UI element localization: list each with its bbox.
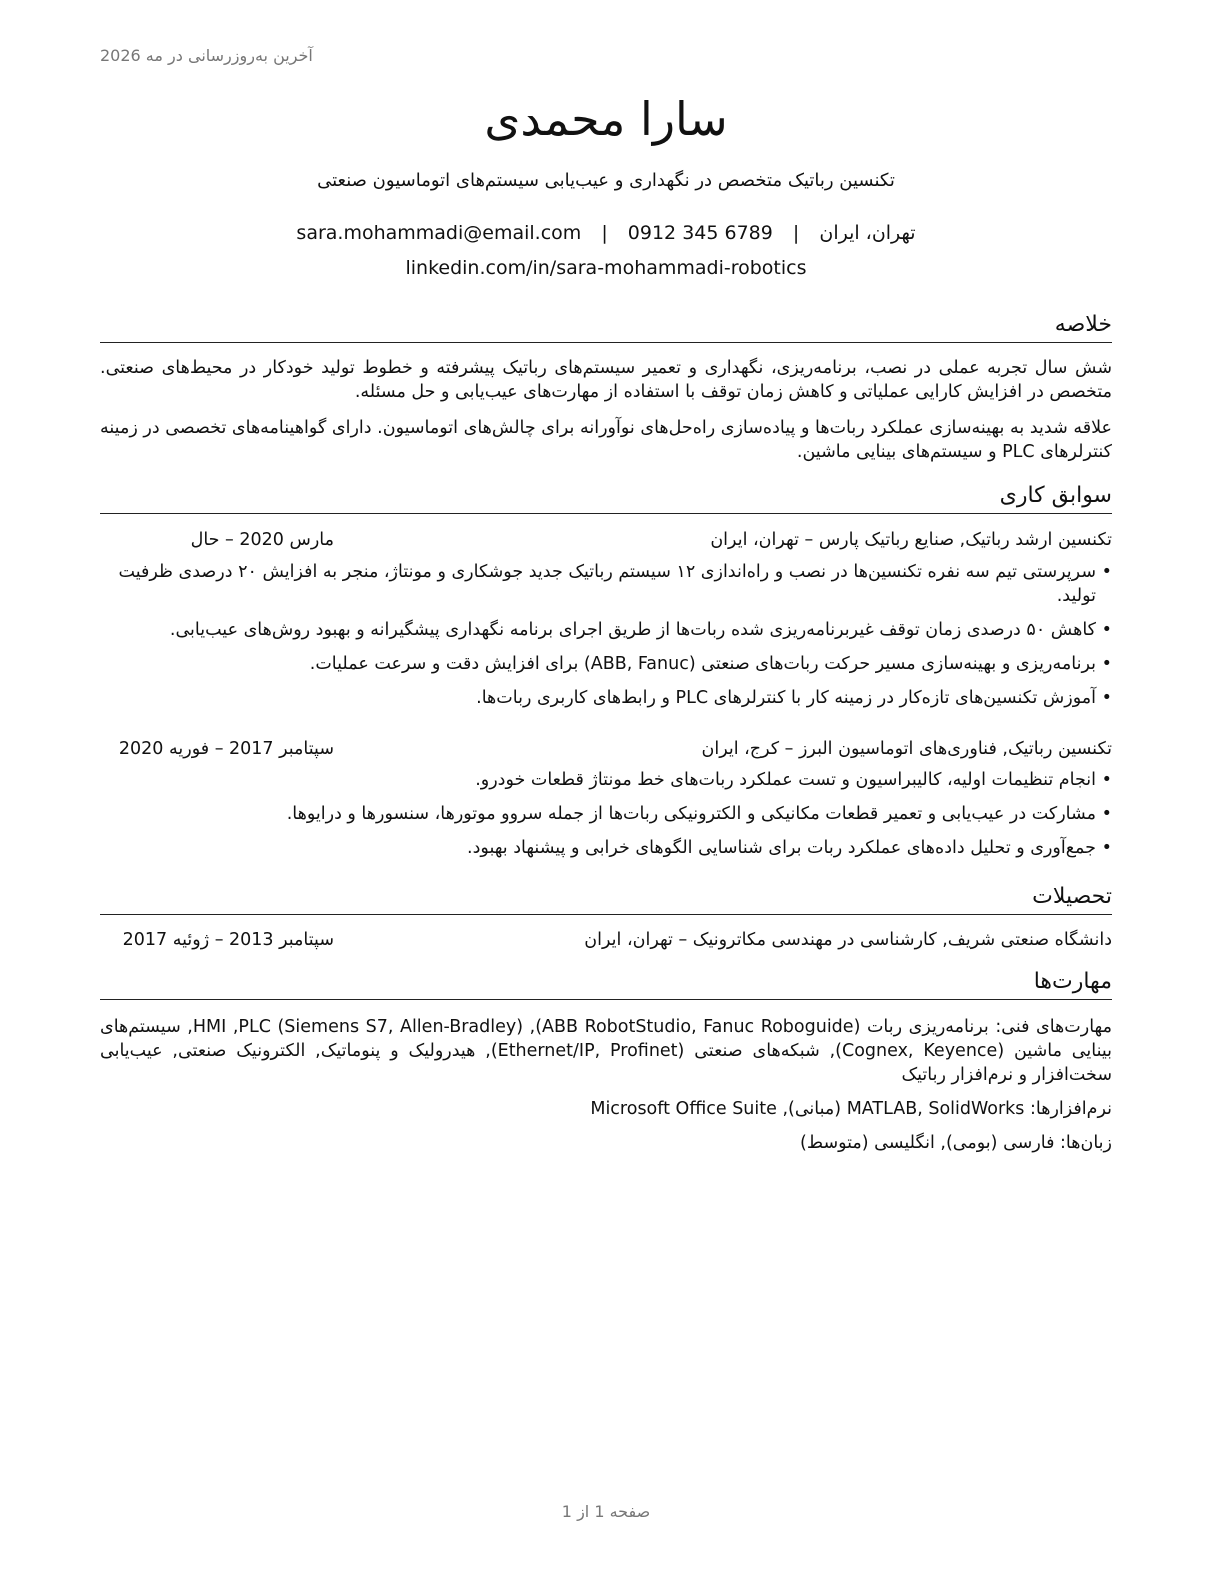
linkedin-link[interactable]: linkedin.com/in/sara-mohammadi-robotics: [405, 257, 807, 279]
separator: |: [601, 222, 608, 244]
section-title-skills: مهارت‌ها: [100, 967, 1112, 1000]
location: تهران، ایران: [819, 222, 916, 244]
job-bullets: [100, 768, 1112, 870]
job-title: تکنسین ارشد رباتیک, صنایع رباتیک پارس – تهران، ایران: [710, 530, 1112, 550]
email-link[interactable]: sara.mohammadi@email.com: [296, 222, 582, 244]
skills-list: [100, 1015, 1112, 1165]
skills-languages: زبان‌ها: فارسی (بومی), انگلیسی (متوسط): [800, 1133, 1112, 1153]
list-item: • مشارکت در عیب‌یابی و تعمیر قطعات مکانیکی و الکترونیکی ربات‌ها از جمله سروو موتورها، سنسورها و درایوها.: [100, 802, 1112, 826]
last-updated: آخرین به‌روزرسانی در مه 2026: [100, 46, 313, 65]
section-title-experience: سوابق کاری: [100, 481, 1112, 514]
section-title-education: تحصیلات: [100, 882, 1112, 915]
education-date: سپتامبر 2013 – ژوئیه 2017: [122, 930, 334, 950]
skills-software: نرم‌افزارها: MATLAB, SolidWorks (مبانی), Microsoft Office Suite: [590, 1099, 1112, 1119]
summary-paragraph: علاقه شدید به بهینه‌سازی عملکرد ربات‌ها و پیاده‌سازی راه‌حل‌های نوآورانه برای چالش‌های اتوماسیون. دارای گواهینامه‌های تخصصی در زمینه کنترلرهای PLC و سیستم‌های بینایی ماشین.: [100, 418, 1112, 462]
skills-technical: مهارت‌های فنی: برنامه‌ریزی ربات (ABB RobotStudio, Fanuc Roboguide), HMI ,PLC (Siemens S7, Allen-Bradley), سیستم‌های بینایی ماشین (Cognex, Keyence), شبکه‌های صنعتی (Ethernet/IP, Profinet), هیدرولیک و پنوماتیک, الکترونیک صنعتی, عیب‌یابی سخت‌افزار و نرم‌افزار رباتیک: [100, 1017, 1113, 1085]
job-date: مارس 2020 – حال: [190, 530, 334, 550]
job-title: تکنسین رباتیک, فناوری‌های اتوماسیون البرز – کرج، ایران: [701, 739, 1112, 759]
list-item: • برنامه‌ریزی و بهینه‌سازی مسیر حرکت ربات‌های صنعتی (ABB, Fanuc) برای افزایش دقت و سرعت عملیات.: [100, 652, 1112, 676]
phone-number: 0912 345 6789: [627, 222, 773, 244]
list-item: • انجام تنظیمات اولیه، کالیبراسیون و تست عملکرد ربات‌های خط مونتاژ قطعات خودرو.: [100, 768, 1112, 792]
summary-paragraph: شش سال تجربه عملی در نصب، برنامه‌ریزی، نگهداری و تعمیر سیستم‌های رباتیک پیشرفته و خطوط تولید خودکار در محیط‌های صنعتی. متخصص در افزایش کارایی عملیاتی و کاهش زمان توقف با استفاده از مهارت‌های عیب‌یابی و حل مسئله.: [100, 358, 1112, 402]
resume-page: [100, 0, 1112, 1584]
job-bullets: [100, 560, 1112, 720]
job-date: سپتامبر 2017 – فوریه 2020: [118, 739, 334, 759]
candidate-name: سارا محمدی: [484, 92, 728, 146]
page-number: صفحه 1 از 1: [561, 1502, 651, 1521]
tagline: تکنسین رباتیک متخصص در نگهداری و عیب‌یابی سیستم‌های اتوماسیون صنعتی: [317, 170, 895, 191]
section-title-summary: خلاصه: [100, 310, 1112, 343]
list-item: • کاهش ۵۰ درصدی زمان توقف غیربرنامه‌ریزی شده ربات‌ها از طریق اجرای برنامه نگهداری پیشگیرانه و بهبود روش‌های عیب‌یابی.: [100, 618, 1112, 642]
list-item: • سرپرستی تیم سه نفره تکنسین‌ها در نصب و راه‌اندازی ۱۲ سیستم رباتیک جدید جوشکاری و مونتاژ، منجر به افزایش ۲۰ درصدی ظرفیت تولید.: [100, 560, 1112, 608]
separator: |: [792, 222, 800, 244]
list-item: • آموزش تکنسین‌های تازه‌کار در زمینه کار با کنترلرهای PLC و رابط‌های کاربری ربات‌ها.: [100, 686, 1112, 710]
education-title: دانشگاه صنعتی شریف, کارشناسی در مهندسی مکاترونیک – تهران، ایران: [584, 930, 1112, 950]
list-item: • جمع‌آوری و تحلیل داده‌های عملکرد ربات برای شناسایی الگوهای خرابی و پیشنهاد بهبود.: [100, 836, 1112, 860]
contact-line: [100, 222, 1112, 244]
